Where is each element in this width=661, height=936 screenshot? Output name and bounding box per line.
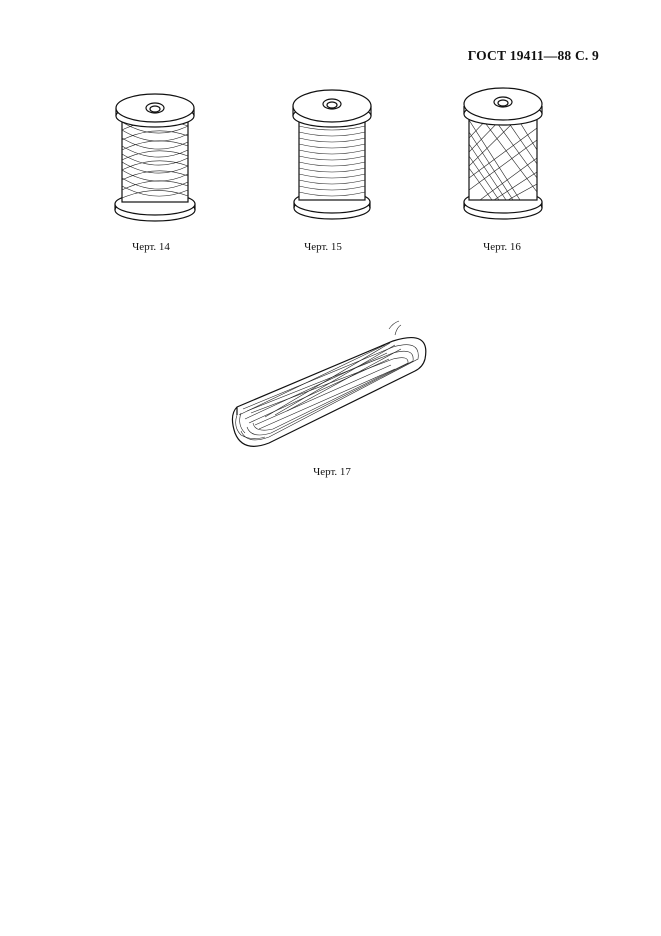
figure-16-caption: Черт. 16 (483, 241, 521, 253)
flat-coil-illustration (225, 315, 435, 455)
spool-diagonal-wound-illustration (460, 80, 550, 226)
figure-17-caption: Черт. 17 (313, 466, 351, 478)
page-header: ГОСТ 19411—88 С. 9 (467, 48, 599, 63)
spool-parallel-wound-illustration (290, 80, 376, 226)
figure-14-caption: Черт. 14 (132, 241, 170, 253)
figure-15-caption: Черт. 15 (304, 241, 342, 253)
spool-cross-wound-illustration (112, 86, 202, 228)
